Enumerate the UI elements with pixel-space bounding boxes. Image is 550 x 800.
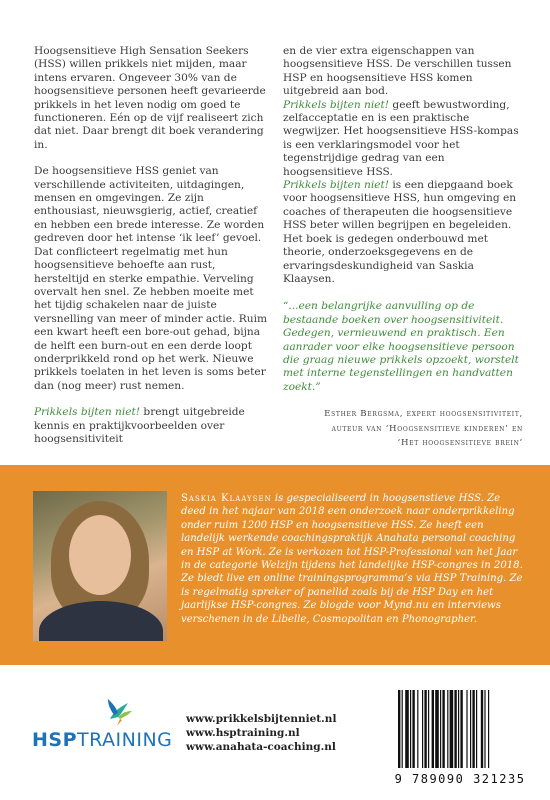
blurb-paragraph	[283, 179, 523, 286]
endorsement-attribution	[283, 407, 523, 451]
blurb-paragraph: Hoogsensitieve High Sensation Seekers (HSS) willen prikkels niet mijden, maar intens ervaren. Ongeveer 30% van de hoogsensitieve personen heeft gevarieerde prikkels in het leven nodig om goed te functioneren. Eén op de vijf realiseert zich dat niet. Daar brengt dit boek verandering in.	[34, 45, 266, 151]
website-link[interactable]: www.prikkelsbijtenniet.nl	[186, 713, 337, 725]
website-list	[186, 712, 336, 755]
blurb-paragraph: en de vier extra eigenschappen van hoogsensitieve HSS. De verschillen tussen HSP en hoogsensitieve HSS komen uitgebreid aan bod.	[283, 45, 512, 98]
blurb-paragraph	[34, 406, 272, 446]
attribution-line: auteur van ‘Hoogsensitieve kinderen’ en	[331, 423, 523, 434]
blurb-text: geeft bewustwording, zelfacceptatie en is een praktische wegwijzer. Het hoogsensitieve HSS-kompas is een verklaringsmodel voor het tegenstrijdige gedrag van een hoogsensitieve HSS.	[283, 98, 519, 178]
website-link[interactable]: www.hsptraining.nl	[186, 727, 300, 740]
author-name: Saskia Klaaysen	[181, 493, 272, 504]
book-title-inline: Prikkels bijten niet!	[283, 98, 390, 111]
blurb-paragraph: Dat conflicteert regelmatig met hun hoogsensitieve behoefte aan rust, hersteltijd en sterke empathie. Verveling overvalt hen snel. Ze hebben moeite met het tijdig schakelen naar de juiste versnelling van meer of minder actie. Ruim een kwart heeft een bore-out gehad, bijna de helft een burn-out en een derde loopt onderprikkeld rond op het werk. Nieuwe prikkels toelaten in het leven is soms beter dan (nog meer) rust nemen.	[34, 245, 268, 392]
hsp-training-logo	[32, 697, 182, 757]
blurb-left-column	[34, 45, 272, 459]
blurb-paragraph: De hoogsensitieve HSS geniet van verschillende activiteiten, uitdagingen, mensen en omgevingen. Ze zijn enthousiast, nieuwsgierig, actief, creatief en hebben een brede interesse. Ze worden gedreven door het intense ‘ik leef’ gevoel.	[34, 165, 265, 245]
hummingbird-icon	[104, 697, 136, 727]
book-title-inline: Prikkels bijten niet!	[34, 406, 141, 419]
isbn-number: 9 789090 321235	[394, 772, 526, 786]
website-link[interactable]: www.anahata-coaching.nl	[186, 741, 336, 754]
barcode-bars	[398, 690, 522, 768]
blurb-right-column	[283, 45, 523, 451]
attribution-line: Esther Bergsma, expert hoogsensitiviteit,	[324, 409, 523, 420]
author-bio-text: is gespecialiseerd in hoogsenstieve HSS. Ze deed in het najaar van 2018 een onderzoek naar onderprikkeling onder ruim 1200 HSP en hoogsensitieve HSS. Ze heeft een landelijk werkende coachingspraktijk Anahata personal coaching en HSP at Work. Ze is verkozen tot HSP-Professional van het Jaar in de categorie Welzijn tijdens het landelijke HSP-congres in 2018. Ze biedt live en online trainingsprogramma’s via HSP Training. Ze is regelmatig spreker of panellid zoals bij de HSP Day en het jaarlijkse HSP-congres. Ze blogde voor Mynd.nu en interviews verschenen in de Libelle, Cosmopolitan en Phonographer.	[181, 493, 523, 625]
blurb-paragraph	[283, 99, 523, 179]
blurb-text: brengt uitgebreide kennis en praktijkvoorbeelden over hoogsensitiviteit	[34, 406, 245, 445]
book-title-inline: Prikkels bijten niet!	[283, 179, 390, 192]
logo-text: HSPTRAINING	[32, 729, 173, 751]
blurb-text: is een diepgaand boek voor hoogsensitieve HSS, hun omgeving en coaches of therapeuten die hoogsensitieve HSS beter willen begrijpen en begeleiden. Het boek is gedegen onderbouwd met theorie, onderzoeksgegevens en de ervaringsdeskundigheid van Saskia Klaaysen.	[283, 179, 517, 285]
author-bio	[181, 492, 527, 626]
isbn-barcode	[390, 688, 530, 794]
endorsement-quote: “...een belangrijke aanvulling op de bestaande boeken over hoogsensitiviteit. Gedegen, vernieuwend en praktisch. Een aanrader voor elke hoogsensitieve persoon die graag nieuwe prikkels opzoekt, worstelt met interne tegenstellingen en handvatten zoekt.”	[283, 300, 519, 393]
attribution-line: ‘Het hoogsensitieve brein’	[397, 438, 523, 449]
author-photo	[33, 491, 167, 641]
